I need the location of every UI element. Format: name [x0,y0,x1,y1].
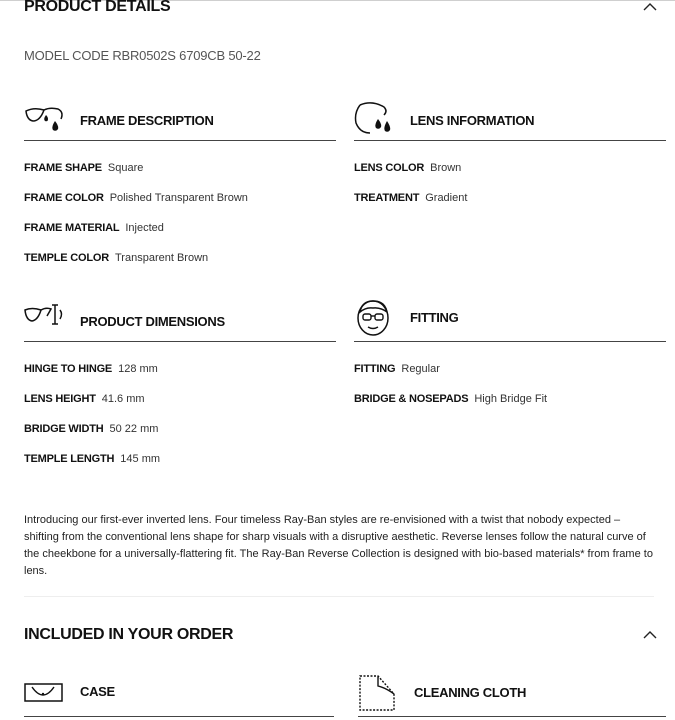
cleaning-cloth-label: CLEANING CLOTH [414,685,527,700]
frame-material-label: FRAME MATERIAL [24,222,120,234]
temple-color-value: Transparent Brown [115,252,209,264]
frame-color-label: FRAME COLOR [24,192,104,204]
treatment-label: TREATMENT [354,192,420,204]
frame-description-header [24,101,336,143]
product-dimensions-divider [24,341,336,342]
frame-description-divider [24,140,336,141]
lens-information-divider [354,140,666,141]
bridge-nosepads-label: BRIDGE & NOSEPADS [354,393,469,405]
bridge-nosepads-value: High Bridge Fit [474,393,548,405]
face-glasses-icon [354,296,396,338]
frame-material-row [24,222,164,234]
temple-length-row [24,453,160,465]
chevron-up-icon[interactable] [642,2,658,12]
case-item [24,676,334,718]
hinge-to-hinge-row [24,363,158,375]
fitting-row [354,363,440,375]
lens-color-label: LENS COLOR [354,162,425,174]
glasses-drops-icon [24,101,66,143]
fitting-divider [354,341,666,342]
model-code: MODEL CODE RBR0502S 6709CB 50-22 [24,48,261,63]
lens-information-header [354,101,666,143]
temple-color-label: TEMPLE COLOR [24,252,109,264]
bridge-width-label: BRIDGE WIDTH [24,423,104,435]
hinge-to-hinge-label: HINGE TO HINGE [24,363,113,375]
product-dimensions-header [24,302,336,344]
cleaning-cloth-icon [356,672,398,714]
fitting-title: FITTING [410,310,459,325]
cleaning-cloth-item [356,672,666,714]
bridge-width-row [24,423,158,435]
fitting-header [354,296,666,338]
product-dimensions-title: PRODUCT DIMENSIONS [80,314,225,329]
product-details-heading: PRODUCT DETAILS [24,0,171,15]
frame-shape-value: Square [107,162,144,174]
bridge-width-value: 50 22 mm [109,423,159,435]
fitting-value: Regular [401,363,440,375]
lens-height-label: LENS HEIGHT [24,393,96,405]
chevron-up-icon[interactable] [642,630,658,640]
section-divider [24,596,654,597]
cleaning-cloth-divider [358,716,666,717]
frame-shape-row [24,162,143,174]
lens-height-row [24,393,145,405]
glasses-ruler-icon [24,302,66,344]
temple-length-label: TEMPLE LENGTH [24,453,115,465]
lens-height-value: 41.6 mm [101,393,145,405]
treatment-value: Gradient [425,192,468,204]
treatment-row [354,192,467,204]
lens-information-title: LENS INFORMATION [410,113,535,128]
frame-description-title: FRAME DESCRIPTION [80,113,214,128]
frame-shape-label: FRAME SHAPE [24,162,102,174]
bridge-nosepads-row [354,393,547,405]
temple-color-row [24,252,208,264]
included-heading: INCLUDED IN YOUR ORDER [24,626,234,643]
lens-color-row [354,162,461,174]
frame-color-row [24,192,248,204]
frame-material-value: Injected [125,222,164,234]
fitting-label: FITTING [354,363,396,375]
frame-color-value: Polished Transparent Brown [109,192,248,204]
lens-color-value: Brown [430,162,462,174]
case-icon [24,676,64,706]
product-description: Introducing our first-ever inverted lens. Four timeless Ray-Ban styles are re-envisioned with a twist that nobody expected – shifting from the conventional lens shape for sharp visuals with a disruptive aesthetic. Reverse lenses follow the natural curve of the cheekbone for a universally-flattering fit. The Ray-Ban Reverse Collection is designed with bio-based materials* from frame to lens. [24,514,653,577]
hinge-to-hinge-value: 128 mm [118,363,158,375]
case-divider [24,716,334,717]
case-label: CASE [80,684,115,699]
lens-drops-icon [354,101,396,143]
temple-length-value: 145 mm [120,453,161,465]
